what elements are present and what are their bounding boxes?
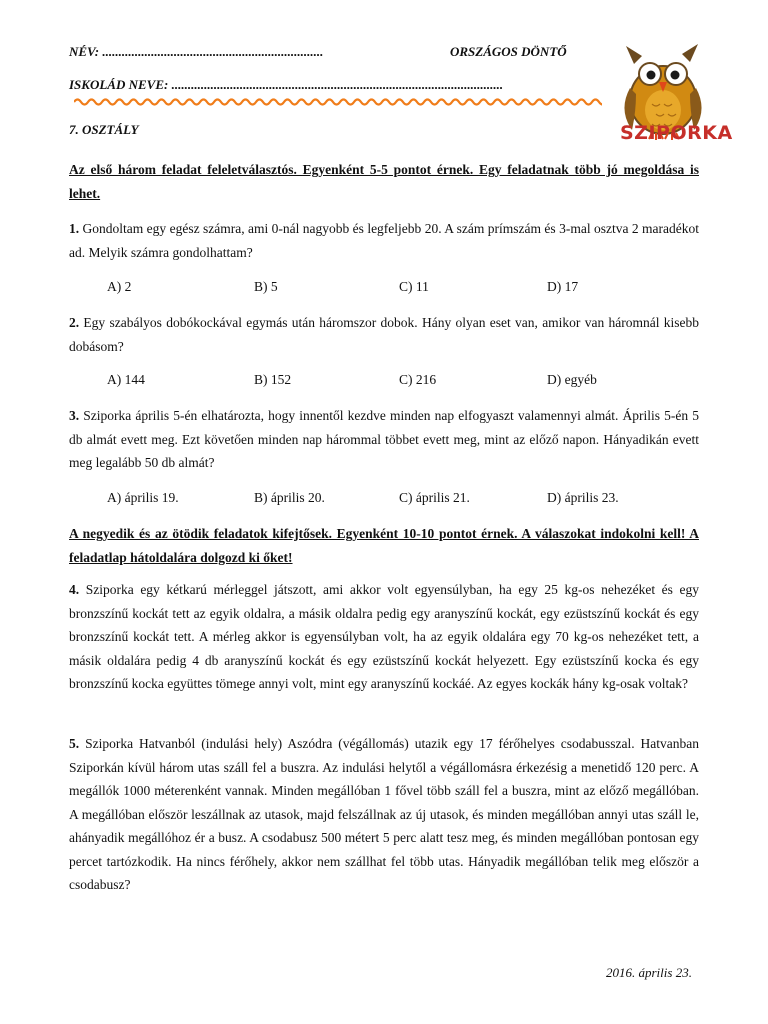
question-1-answers (107, 279, 707, 297)
name-field-label: NÉV: .................................................................... (69, 44, 324, 59)
answer-option: A) 2 (107, 279, 132, 294)
answer-option: D) 17 (547, 279, 579, 294)
question-1 (69, 217, 699, 264)
question-2 (69, 311, 699, 358)
question-text: Egy szabályos dobókockával egymás után háromszor dobok. Hány olyan eset van, amikor van háromnál kisebb dobásom? (69, 315, 700, 354)
wavy-divider (74, 96, 602, 108)
answer-option: A) 144 (107, 372, 145, 387)
question-number: 1. (69, 221, 80, 236)
multiple-choice-instructions: Az első három feladat feleletválasztós. Egyenként 5-5 pontot érnek. Egy feladatnak több jó megoldása is lehet. (69, 162, 699, 201)
school-name-field-label: ISKOLÁD NEVE: ...................................................................................................... (69, 77, 504, 92)
question-number: 4. (69, 582, 80, 597)
answer-option: C) 11 (399, 279, 429, 294)
question-text: Sziporka Hatvanból (indulási hely) Aszódra (végállomás) utazik egy 17 férőhelyes csodabusszal. Hatvanban Sziporkán kívül három utas száll fel a buszra. Az indulási helytől a végállomásra érkezésig a menetidő 120 perc. A megállók 1000 méterenként vannak. Minden megállóban 1 fővel több száll fel a buszra, mint az előző megállóban. A megállóban először leszállnak az utasok, majd felszállnak az új utasok, és minden megállóban annyi utas száll le, ahányadik megállóhoz ér a busz. A csodabusz 500 métert 5 perc alatt tesz meg, és minden megállóban pontosan egy percet tartózkodik. Ha nincs férőhely, akkor nem szállhat fel több utas. Hányadik megállóban telik meg először a csodabusz? (69, 736, 699, 892)
question-text: Gondoltam egy egész számra, ami 0-nál nagyobb és legfeljebb 20. A szám prímszám és 3-mal osztva 2 maradékot ad. Melyik számra gondolhattam? (69, 221, 699, 260)
question-3-answers (107, 490, 707, 508)
answer-option: C) 216 (399, 372, 437, 387)
answer-option: B) április 20. (254, 490, 325, 505)
grade-heading: 7. OSZTÁLY (69, 122, 139, 137)
question-text: Sziporka április 5-én elhatározta, hogy innentől kezdve minden nap elfogyaszt valamennyi almát. Április 5-én 5 db almát evett meg. Ezt követően minden nap hárommal többet evett meg, mint az előző napon. Hányadikán evett meg legalább 50 db almát? (69, 408, 700, 470)
question-4 (69, 578, 699, 696)
competition-title: ORSZÁGOS DÖNTŐ (450, 44, 567, 59)
logo-text: SZIPORKA (620, 122, 733, 144)
essay-instructions: A negyedik és az ötödik feladatok kifejtősek. Egyenként 10-10 pontot érnek. A válaszokat indokolni kell! A feladatlap hátoldalára dolgozd ki őket! (69, 526, 699, 565)
answer-option: A) április 19. (107, 490, 179, 505)
question-2-answers (107, 372, 707, 390)
question-number: 3. (69, 408, 80, 423)
exam-date: 2016. április 23. (606, 965, 692, 980)
sziporka-logo (612, 38, 733, 155)
question-text: Sziporka egy kétkarú mérleggel játszott, ami akkor volt egyensúlyban, ha egy 25 kg-os nehezéket és egy bronzszínű kockát tett az egyik oldalra, a másik oldalra pedig egy aranyszínű kockát, egy ezüstszínű kockát és egy bronzszínű kockát tett. A mérleg akkor is egyensúlyban volt, ha az egyik oldalára egy 70 kg-os nehezéket tett, a másik oldalára pedig 4 db aranyszínű kockát és egy ezüstszínű kockát helyezett. Egy ezüstszínű kocka és egy bronzszínű kocka együttes tömege annyi volt, mint egy aranyszínű kockáé. Az egyes kockák hány kg-osak voltak? (69, 582, 700, 691)
question-5 (69, 732, 699, 897)
answer-option: C) április 21. (399, 490, 470, 505)
answer-option: D) április 23. (547, 490, 619, 505)
question-3 (69, 404, 699, 475)
answer-option: B) 5 (254, 279, 278, 294)
question-number: 5. (69, 736, 80, 751)
question-number: 2. (69, 315, 80, 330)
answer-option: D) egyéb (547, 372, 597, 387)
answer-option: B) 152 (254, 372, 292, 387)
